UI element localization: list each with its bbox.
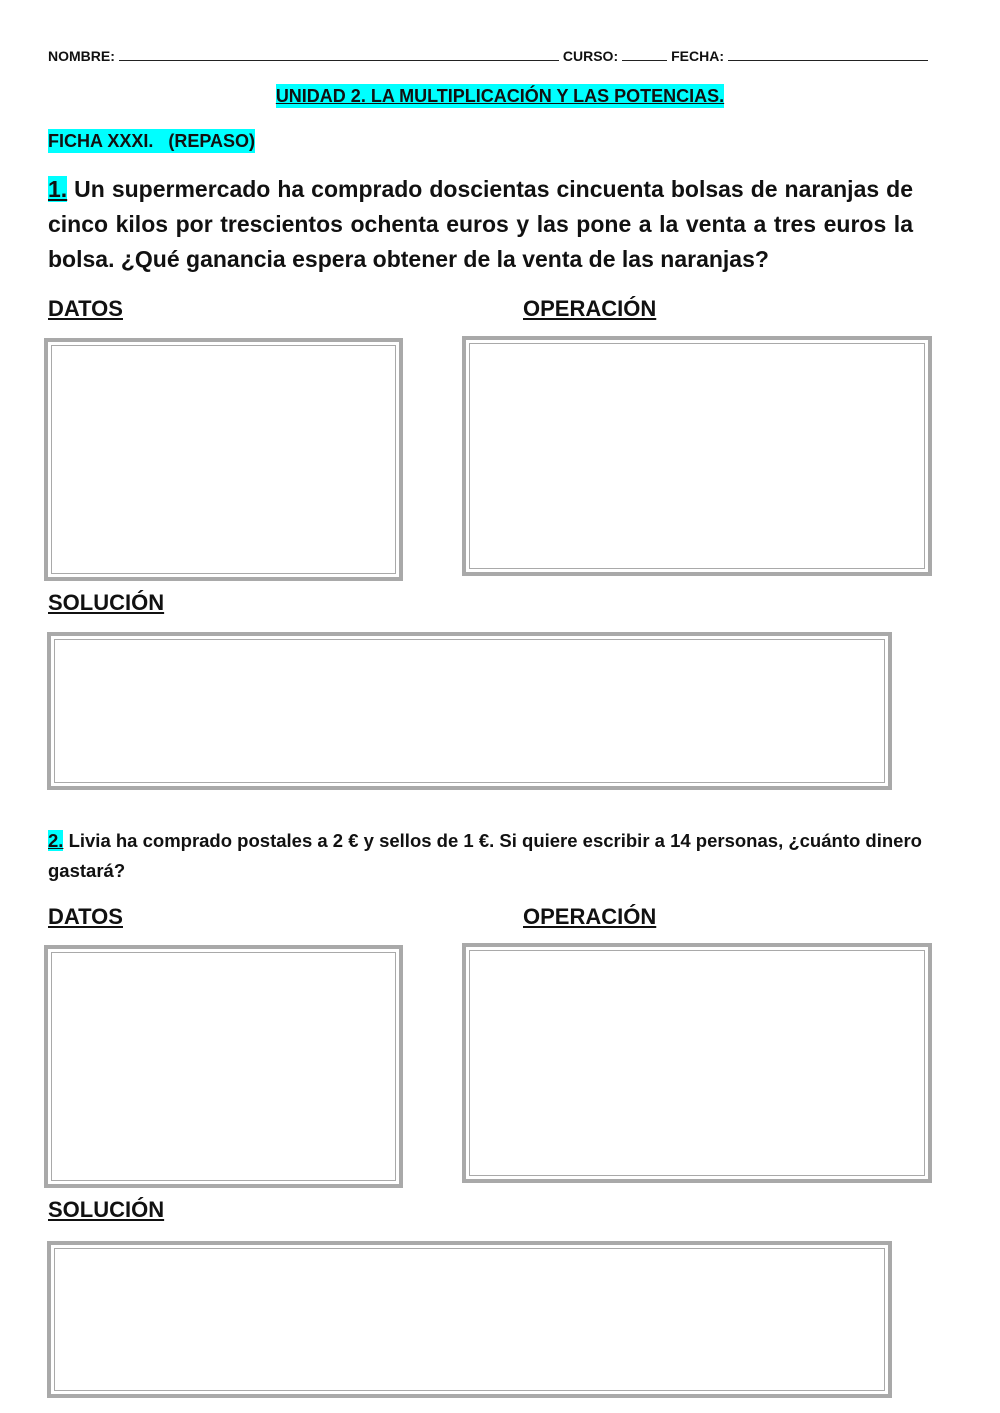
nombre-label: NOMBRE: xyxy=(48,48,115,64)
problem-1-statement xyxy=(48,172,913,277)
problem-1-operacion-box[interactable] xyxy=(462,336,932,576)
problem-2-solucion-label: SOLUCIÓN xyxy=(48,1197,165,1222)
problem-2-operacion-box[interactable] xyxy=(462,943,932,1183)
fecha-label: FECHA: xyxy=(671,48,725,64)
worksheet-title xyxy=(48,131,255,152)
problem-2-operacion-label: OPERACIÓN xyxy=(523,904,657,929)
problem-2-solucion-box[interactable] xyxy=(47,1241,892,1398)
problem-1-solucion-label: SOLUCIÓN xyxy=(48,590,165,615)
unit-title xyxy=(0,86,1000,107)
problem-2-datos-box[interactable] xyxy=(44,945,403,1188)
curso-blank[interactable] xyxy=(622,48,667,61)
nombre-blank[interactable] xyxy=(119,48,559,61)
problem-2-statement xyxy=(48,826,953,886)
problem-1-solucion-box[interactable] xyxy=(47,632,892,790)
problem-1-datos-box[interactable] xyxy=(44,338,403,581)
problem-1-number: 1. xyxy=(48,176,68,202)
problem-2-text: Livia ha comprado postales a 2 € y sellos de 1 €. Si quiere escribir a 14 personas, ¿cuánto dinero gastará? xyxy=(48,830,922,881)
worksheet-title-text: FICHA XXXI. (REPASO) xyxy=(48,131,256,151)
fecha-blank[interactable] xyxy=(728,48,928,61)
curso-label: CURSO: xyxy=(562,48,619,64)
problem-1-datos-label: DATOS xyxy=(48,296,123,321)
problem-1-operacion-label: OPERACIÓN xyxy=(523,296,657,321)
student-info-line xyxy=(48,48,948,64)
problem-2-number: 2. xyxy=(48,830,64,851)
problem-2-datos-label: DATOS xyxy=(48,904,123,929)
problem-1-text: Un supermercado ha comprado doscientas cincuenta bolsas de naranjas de cinco kilos por trescientos ochenta euros y las pone a la venta a tres euros la bolsa. ¿Qué ganancia espera obtener de la venta de las naranjas? xyxy=(48,176,913,272)
unit-title-text: UNIDAD 2. LA MULTIPLICACIÓN Y LAS POTENCIAS. xyxy=(275,86,725,106)
